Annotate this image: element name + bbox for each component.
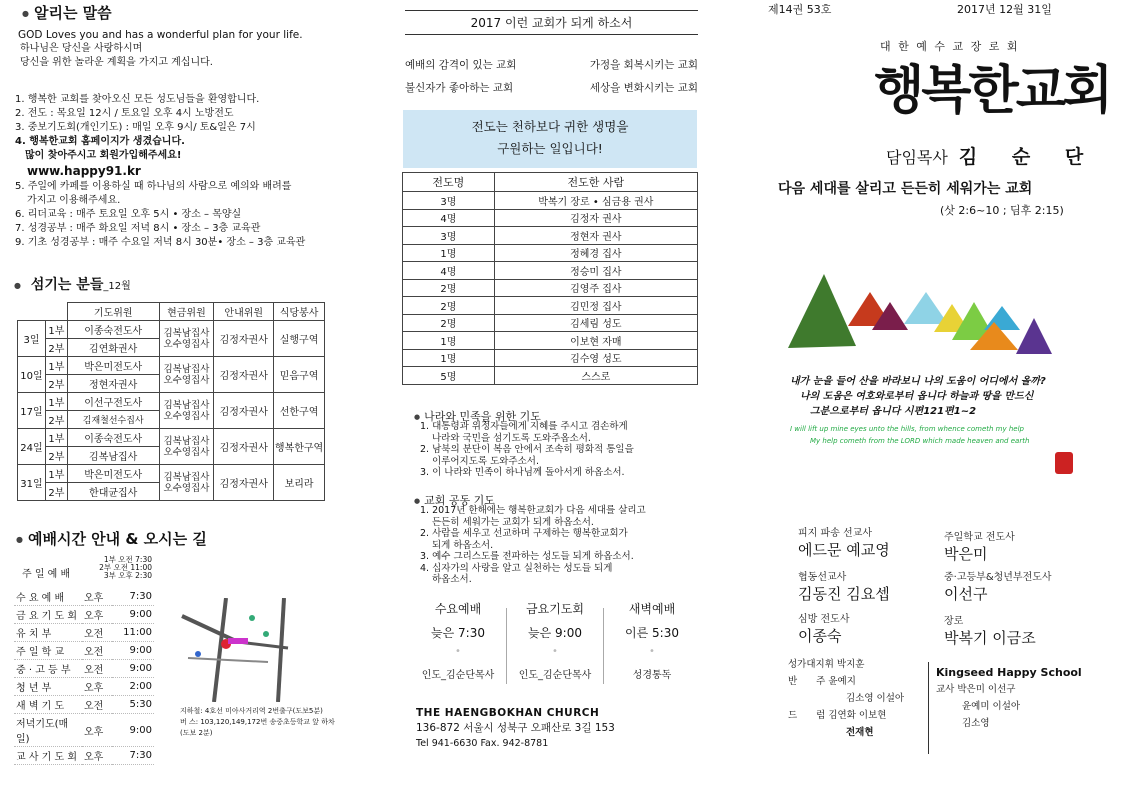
choir-info (788, 656, 928, 741)
service-card-time: 이른 5:30 (625, 626, 679, 640)
servers-date: 24일 (18, 429, 46, 465)
prayer-line: 3. 이 나라와 민족이 하나님께 돌아서게 하옵소서. (420, 467, 625, 478)
church-prayer-list (420, 505, 700, 586)
church-prayer-title: ● 교회 공동 기도 (414, 492, 495, 508)
part-label: 2부 (45, 411, 67, 429)
kitchen: 믿음구역 (274, 357, 325, 393)
evangel-count: 3명 (403, 192, 495, 210)
part-label: 2부 (45, 375, 67, 393)
announce-item: 4. 행복한교회 홈페이지가 생겼습니다. (15, 136, 185, 147)
school-line: 교사 박은미 이선구 (936, 684, 1016, 695)
calligraphy-line: 나의 도움은 여호와로부터 옵니다 하늘과 땅을 만드신 (800, 391, 1034, 402)
service-ampm: 오후 (82, 606, 112, 624)
service-ampm: 오전 (82, 642, 112, 660)
calligraphy-en: My help cometh from the LORD which made heaven and earth (810, 437, 1030, 445)
service-card-time: 늦은 7:30 (431, 626, 485, 640)
evangel-person: 정혜경 집사 (494, 244, 697, 262)
servers-date: 17일 (18, 393, 46, 429)
prayer-line: 1. 대통령과 위정자들에게 지혜를 주시고 겸손하게 (420, 421, 628, 432)
evangel-header: 전도명 (403, 173, 495, 192)
church-logo: 행복한교회 (874, 61, 1111, 121)
sunday-times (86, 556, 152, 580)
usher: 김정자권사 (214, 393, 274, 429)
worship-times-table (14, 588, 154, 765)
calligraphy-verse (790, 374, 1070, 447)
school-line: 김소영 (962, 718, 990, 729)
motto-reference: (삿 2:6~10 ; 딤후 2:15) (940, 204, 1064, 217)
mountains-graphic (784, 268, 1064, 368)
evangel-count: 5명 (403, 367, 495, 385)
evangel-count: 2명 (403, 314, 495, 332)
evangel-person: 김세림 성도 (494, 314, 697, 332)
evangel-person: 정승미 집사 (494, 262, 697, 280)
prayer-line: 되게 하옵소서. (432, 539, 494, 551)
choir-director: 성가대지휘 박지훈 (788, 659, 865, 670)
service-time: 9:00 (112, 714, 154, 747)
choir-line: 김소영 이설아 (846, 693, 905, 704)
evangel-count: 3명 (403, 227, 495, 245)
offering-team: 김복남집사 오수영집사 (159, 321, 214, 357)
part-label: 1부 (45, 393, 67, 411)
staff-entry (944, 568, 1052, 604)
prayer-leader: 김연화권사 (67, 339, 159, 357)
servers-header: 식당봉사 (274, 303, 325, 321)
church-name-en: THE HAENGBOKHAN CHURCH (416, 707, 600, 719)
prayer-leader: 박은미전도사 (67, 357, 159, 375)
calligraphy-line: 그분으로부터 옵니다 시편121편1~2 (810, 406, 977, 417)
goal-item: 가정을 회복시키는 교회 (589, 59, 698, 71)
offering-team: 김복남집사 오수영집사 (159, 393, 214, 429)
announce-item: 7. 성경공부 : 매주 화요일 저녁 8시 • 장소 – 3층 교육관 (15, 223, 261, 234)
usher: 김정자권사 (214, 429, 274, 465)
part-label: 1부 (45, 357, 67, 375)
prayer-leader: 정현자권사 (67, 375, 159, 393)
offering-team: 김복남집사 오수영집사 (159, 429, 214, 465)
part-label: 2부 (45, 483, 67, 501)
pastor-name: 김 순 단 (958, 146, 1098, 168)
sunday-time: 1부 오전 7:30 (103, 555, 152, 564)
service-name: 금 요 기 도 회 (14, 606, 82, 624)
staff-role: 협동선교사 (798, 572, 847, 583)
servers-header: 현금위원 (159, 303, 214, 321)
yearly-banner: 2017 이런 교회가 되게 하소서 (405, 10, 698, 35)
announcements (18, 28, 348, 70)
choir-line: 드 럼 김연화 이보현 (788, 710, 887, 721)
sunday-time: 2부 오전 11:00 (99, 563, 152, 572)
service-time: 9:00 (112, 660, 154, 678)
announcement-list (15, 93, 355, 250)
service-card-leader: 인도_김순단목사 (518, 670, 592, 681)
service-ampm: 오후 (82, 747, 112, 765)
service-card-name: 수요예배 (434, 602, 482, 616)
service-name: 중 · 고 등 부 (14, 660, 82, 678)
service-time: 7:30 (112, 747, 154, 765)
staff-directory (798, 524, 1088, 654)
staff-role: 중·고등부&청년부전도사 (944, 572, 1052, 583)
nation-prayer-list (420, 421, 700, 479)
evangel-header: 전도한 사람 (494, 173, 697, 192)
evangel-person: 이보현 자매 (494, 332, 697, 350)
servers-header: 안내위원 (214, 303, 274, 321)
sunday-time: 3부 오후 2:30 (103, 571, 152, 580)
servers-header: 기도위원 (67, 303, 159, 321)
dot-icon: • (455, 646, 461, 657)
prayer-line: 3. 예수 그리스도를 전파하는 성도들 되게 하옵소서. (420, 551, 634, 562)
staff-entry (798, 524, 890, 560)
prayer-leader: 김복남집사 (67, 447, 159, 465)
kitchen: 실행구역 (274, 321, 325, 357)
service-name: 청 년 부 (14, 678, 82, 696)
divider (928, 662, 929, 754)
part-label: 1부 (45, 321, 67, 339)
evangel-count: 1명 (403, 244, 495, 262)
pastor-label: 담임목사 (886, 148, 948, 167)
servers-table (17, 302, 325, 501)
prayer-line: 하옵소서. (432, 574, 472, 585)
service-time: 2:00 (112, 678, 154, 696)
service-ampm: 오전 (82, 624, 112, 642)
prayer-line: 4. 십자가의 사랑을 알고 실천하는 성도들 되게 (420, 562, 613, 574)
bus-directions: 버 스: 103,120,149,172번 송중초등학교 앞 하차(도보 2분) (180, 718, 335, 737)
service-name: 유 치 부 (14, 624, 82, 642)
goal-item: 예배의 감격이 있는 교회 (405, 59, 517, 71)
prayer-line: 1. 2017년 한해에는 행복한교회가 다음 세대를 살리고 (420, 505, 646, 516)
calligraphy-line: 내가 눈을 들어 산을 바라보니 나의 도움이 어디에서 올까? (790, 376, 1046, 387)
announce-item: 5. 주일에 카페를 이용하실 때 하나님의 사람으로 예의와 배려를 (15, 181, 292, 192)
evangel-count: 4명 (403, 209, 495, 227)
announce-item: 많이 찾아주시고 회원가입해주세요! (25, 150, 182, 161)
service-ampm: 오후 (82, 588, 112, 606)
prayer-leader: 이종숙전도사 (67, 429, 159, 447)
announce-item: 9. 기초 성경공부 : 매주 수요일 저녁 8시 30분• 장소 – 3층 교육관 (15, 237, 306, 248)
calligraphy-en: I will lift up mine eyes unto the hills, from whence cometh my help (790, 425, 1025, 433)
prayer-leader: 이종숙전도사 (67, 321, 159, 339)
service-time: 11:00 (112, 624, 154, 642)
senior-pastor (886, 142, 1097, 169)
evangel-person: 스스로 (494, 367, 697, 385)
evangel-person: 박복기 장로 • 심금용 권사 (494, 192, 697, 210)
staff-name: 박복기 이금조 (944, 629, 1036, 647)
servers-date: 10일 (18, 357, 46, 393)
kingseed-school (936, 664, 1086, 732)
service-card-time: 늦은 9:00 (528, 626, 582, 640)
mountains-illustration (784, 268, 1064, 368)
evangel-person: 김영주 집사 (494, 279, 697, 297)
church-motto: 다음 세대를 살리고 든든히 세워가는 교회 (778, 181, 1033, 197)
service-time: 9:00 (112, 606, 154, 624)
evangelism-table (402, 172, 698, 385)
announcements-title: ● 알리는 말씀 (22, 2, 112, 23)
evangel-person: 김민정 집사 (494, 297, 697, 315)
dot-icon: • (552, 646, 558, 657)
church-tel: Tel 941-6630 Fax. 942-8781 (416, 738, 549, 749)
usher: 김정자권사 (214, 357, 274, 393)
service-name: 교 사 기 도 회 (14, 747, 82, 765)
service-card-leader: 성경통독 (632, 670, 672, 681)
sunday-label: 주 일 예 배 (22, 569, 71, 580)
announce-item: 가지고 이용해주세요. (27, 195, 121, 206)
service-card (507, 600, 603, 692)
announce-item: 2. 전도 : 목요일 12시 / 토요일 오후 4시 노방전도 (15, 108, 234, 119)
volume-number: 제14권 53호 (768, 3, 832, 16)
staff-entry (944, 612, 1036, 648)
evangel-person: 김정자 권사 (494, 209, 697, 227)
service-name: 저녁기도(매일) (14, 714, 82, 747)
choir-line: 반 주 윤예지 (788, 676, 856, 687)
kitchen: 보리라 (274, 465, 325, 501)
weekly-services (410, 600, 700, 692)
prayer-line: 2. 남북의 분단이 복음 안에서 조속히 평화적 통일을 (420, 444, 634, 455)
evangel-person: 김수영 성도 (494, 349, 697, 367)
servers-title (14, 274, 131, 294)
staff-role: 피지 파송 선교사 (798, 528, 872, 539)
church-goals (405, 54, 698, 100)
announce-item: 1. 행복한 교회를 찾아오신 모든 성도님들을 환영합니다. (15, 94, 260, 105)
announce-item: 6. 리더교육 : 매주 토요일 오후 5시 • 장소 – 목양실 (15, 209, 242, 220)
service-name: 수 요 예 배 (14, 588, 82, 606)
church-contact (416, 706, 696, 751)
part-label: 2부 (45, 339, 67, 357)
service-ampm: 오후 (82, 714, 112, 747)
evangel-count: 1명 (403, 332, 495, 350)
prayer-leader: 한대균집사 (67, 483, 159, 501)
issue-date: 2017년 12월 31일 (957, 3, 1052, 16)
service-name: 주 일 학 교 (14, 642, 82, 660)
staff-name: 박은미 (944, 545, 988, 563)
kitchen: 선한구역 (274, 393, 325, 429)
service-card-leader: 인도_김순단목사 (421, 670, 495, 681)
evangel-count: 2명 (403, 297, 495, 315)
service-card-name: 새벽예배 (628, 602, 676, 616)
verse-kr-1: 하나님은 당신을 사랑하시며 (20, 43, 143, 54)
evangel-line: 구원하는 일입니다! (497, 141, 603, 156)
evangel-count: 4명 (403, 262, 495, 280)
verse-kr-2: 당신을 위한 놀라운 계획을 가지고 계십니다. (20, 57, 213, 68)
prayer-line: 나라와 국민을 섬기도록 도와주옵소서. (432, 432, 591, 444)
staff-name: 이선구 (944, 585, 988, 603)
service-ampm: 오전 (82, 696, 112, 714)
map-drawing (168, 598, 338, 702)
staff-name: 김동진 김요셉 (798, 585, 890, 603)
prayer-line: 든든히 세워가는 교회가 되게 하옵소서. (432, 516, 594, 528)
prayer-leader: 김재철선수집사 (67, 411, 159, 429)
evangel-count: 1명 (403, 349, 495, 367)
prayer-leader: 박은미전도사 (67, 465, 159, 483)
homepage-link[interactable]: www.happy91.kr (27, 164, 141, 178)
usher: 김정자권사 (214, 321, 274, 357)
dot-icon: • (649, 646, 655, 657)
evangel-count: 2명 (403, 279, 495, 297)
staff-role: 심방 전도사 (798, 614, 850, 625)
service-time: 5:30 (112, 696, 154, 714)
offering-team: 김복남집사 오수영집사 (159, 357, 214, 393)
school-title: Kingseed Happy School (936, 666, 1082, 679)
servers-date: 31일 (18, 465, 46, 501)
staff-entry (944, 528, 1015, 564)
denomination: 대 한 예 수 교 장 로 회 (880, 40, 1020, 53)
servers-title-text: 섬기는 분들 (30, 277, 104, 293)
service-time: 7:30 (112, 588, 154, 606)
goal-item: 세상을 변화시키는 교회 (589, 82, 698, 94)
servers-date: 3일 (18, 321, 46, 357)
prayer-line: 2. 사람을 세우고 선교하며 구제하는 행복한교회가 (420, 528, 628, 539)
service-ampm: 오후 (82, 678, 112, 696)
staff-entry (798, 568, 890, 604)
map-captions (180, 706, 340, 739)
staff-name: 이종숙 (798, 627, 842, 645)
evangelism-box (403, 110, 697, 168)
part-label: 2부 (45, 447, 67, 465)
nation-prayer-title: ● 나라와 민족을 위한 기도 (414, 408, 541, 424)
usher: 김정자권사 (214, 465, 274, 501)
service-card (410, 600, 506, 692)
service-card (604, 600, 700, 692)
evangel-line: 전도는 천하보다 귀한 생명을 (471, 119, 629, 134)
school-line: 윤예미 이설아 (962, 701, 1021, 712)
choir-line: 전재현 (846, 727, 874, 738)
church-address: 136-872 서울시 성북구 오패산로 3길 153 (416, 722, 615, 734)
worship-title: ● 예배시간 안내 & 오시는 길 (16, 528, 207, 549)
subway-directions: 지하철: 4호선 미아사거리역 2번출구(도보5분) (180, 707, 323, 715)
verse-en: GOD Loves you and has a wonderful plan for your life. (18, 29, 303, 41)
staff-entry (798, 610, 849, 646)
sunday-service (16, 556, 156, 588)
part-label: 1부 (45, 429, 67, 447)
prayer-leader: 이선구전도사 (67, 393, 159, 411)
announce-item: 3. 중보기도회(개인기도) : 매일 오후 9시/ 토&일은 7시 (15, 122, 256, 133)
service-time: 9:00 (112, 642, 154, 660)
offering-team: 김복남집사 오수영집사 (159, 465, 214, 501)
prayer-line: 이루어지도록 도와주소서. (432, 455, 539, 467)
staff-role: 장로 (944, 616, 964, 627)
part-label: 1부 (45, 465, 67, 483)
servers-month: _12월 (103, 281, 131, 292)
service-name: 새 벽 기 도 (14, 696, 82, 714)
staff-name: 에드문 예교영 (798, 541, 890, 559)
service-ampm: 오전 (82, 660, 112, 678)
seal-stamp (1055, 452, 1073, 474)
evangel-person: 정현자 권사 (494, 227, 697, 245)
kitchen: 행복한구역 (274, 429, 325, 465)
staff-role: 주일학교 전도사 (944, 532, 1015, 543)
service-card-name: 금요기도회 (526, 602, 584, 616)
goal-item: 불신자가 좋아하는 교회 (405, 82, 514, 94)
location-map[interactable] (168, 598, 338, 702)
